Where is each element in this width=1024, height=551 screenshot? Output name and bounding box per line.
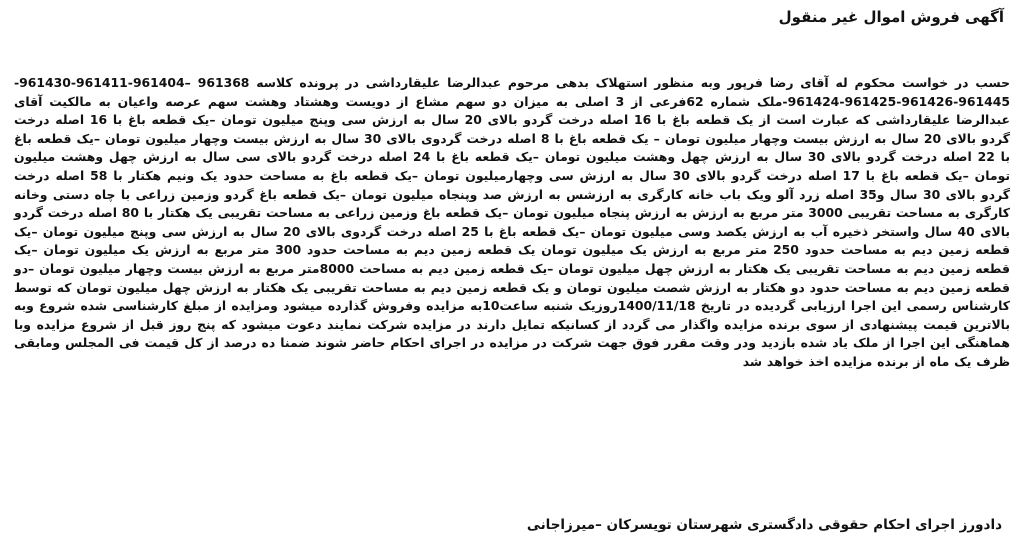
notice-body: حسب در خواست محکوم له آقای رضا فرپور وبه منظور استهلاک بدهی مرحوم عبدالرضا علیقارداشی در پرونده کلاسه 961368 –961404-961411-961430-961445-961426-961425-961424-ملک شماره 62فرعی از 3 اصلی به میزان دو سهم مشاع از دویست وهشتاد وهشت سهم عرصه واعیان به مالکیت آقای عبدالرضا علیقارداشی که عبارت است از یک قطعه باغ با 16 اصله درخت گردو بالای 20 سال به ارزش سی وپنج میلیون تومان –یک قطعه باغ با 16 اصله درخت گردو بالای 20 سال به ارزش بیست وچهار میلیون تومان – یک قطعه باغ با 8 اصله درخت گردوی بالای 30 سال به ارزش بیست وچهار میلیون تومان –یک قطعه باغ با 22 اصله درخت گردو بالای 30 سال به ارزش چهل وهشت میلیون تومان –یک قطعه باغ با 24 اصله درخت گردو بالای سی سال به ارزش چهل وهشت میلیون تومان –یک قطعه باغ با 17 اصله درخت گردو بالای 30 سال به ارزش سی وچهارمیلیون تومان –یک قطعه باغ به مساحت حدود یک ونیم هکتار با 58 اصله درخت گردو بالای 30 سال و35 اصله زرد آلو ویک باب خانه کارگری به ارزشس به ارزش صد وپنجاه میلیون تومان –یک قطعه باغ گردو وزمین زراعی با چاه دستی وخانه کارگری به مساحت تقریبی 3000 متر مربع به ارزش به ارزش پنجاه میلیون تومان –یک قطعه باغ وزمین زراعی به مساحت تقریبی یک هکتار با 80 اصله درخت گردو بالای 40 سال واستخر ذخیره آب به ارزش یکصد وسی میلیون تومان –یک قطعه باغ با 25 اصله درخت گردوی بالای 20 سال به ارزش سی وپنج میلیون تومان –یک قطعه زمین دیم به مساحت حدود 250 متر مربع به ارزش یک میلیون تومان یک قطعه زمین دیم به مساحت حدود 300 متر مربع به ارزش یک میلیون تومان –یک قطعه زمین دیم به مساحت تقریبی یک هکتار به ارزش چهل میلیون تومان –یک قطعه زمین دیم به مساحت 8000متر مربع به ارزش بیست وچهار میلیون تومان –دو قطعه زمین دیم به مساحت حدود دو هکتار به ارزش شصت میلیون تومان و یک قطعه زمین دیم به مساحت تقریبی یک هکتار به ارزش چهل میلیون تومان که توسط کارشناس رسمی این اجرا ارزیابی گردیده در تاریخ 1400/11/18روزیک شنبه ساعت10به مزایده وفروش گذارده میشود ومزایده از مبلغ کارشناسی شده شروع وبه بالاترین قیمت پیشنهادی از سوی برنده مزایده واگذار می گردد از کسانیکه تمایل دارند در مزایده شرکت نمایند دعوت میشود که پنج روز قبل از شروع مزایده وبا هماهنگی این اجرا از ملک یاد شده بازدید ودر وقت مقرر فوق جهت شرکت در مزایده در اجرای احکام حاضر شوند ضمنا ده درصد از کل قیمت فی المجلس ومابقی ظرف یک ماه از برنده مزایده اخذ خواهد شد — [14, 75, 1011, 369]
notice-signature: دادورز اجرای احکام حقوقی دادگستری شهرستان تویسرکان –میرزاجانی — [526, 517, 1002, 533]
notice-title: آگهی فروش اموال غیر منقول — [778, 8, 1004, 26]
